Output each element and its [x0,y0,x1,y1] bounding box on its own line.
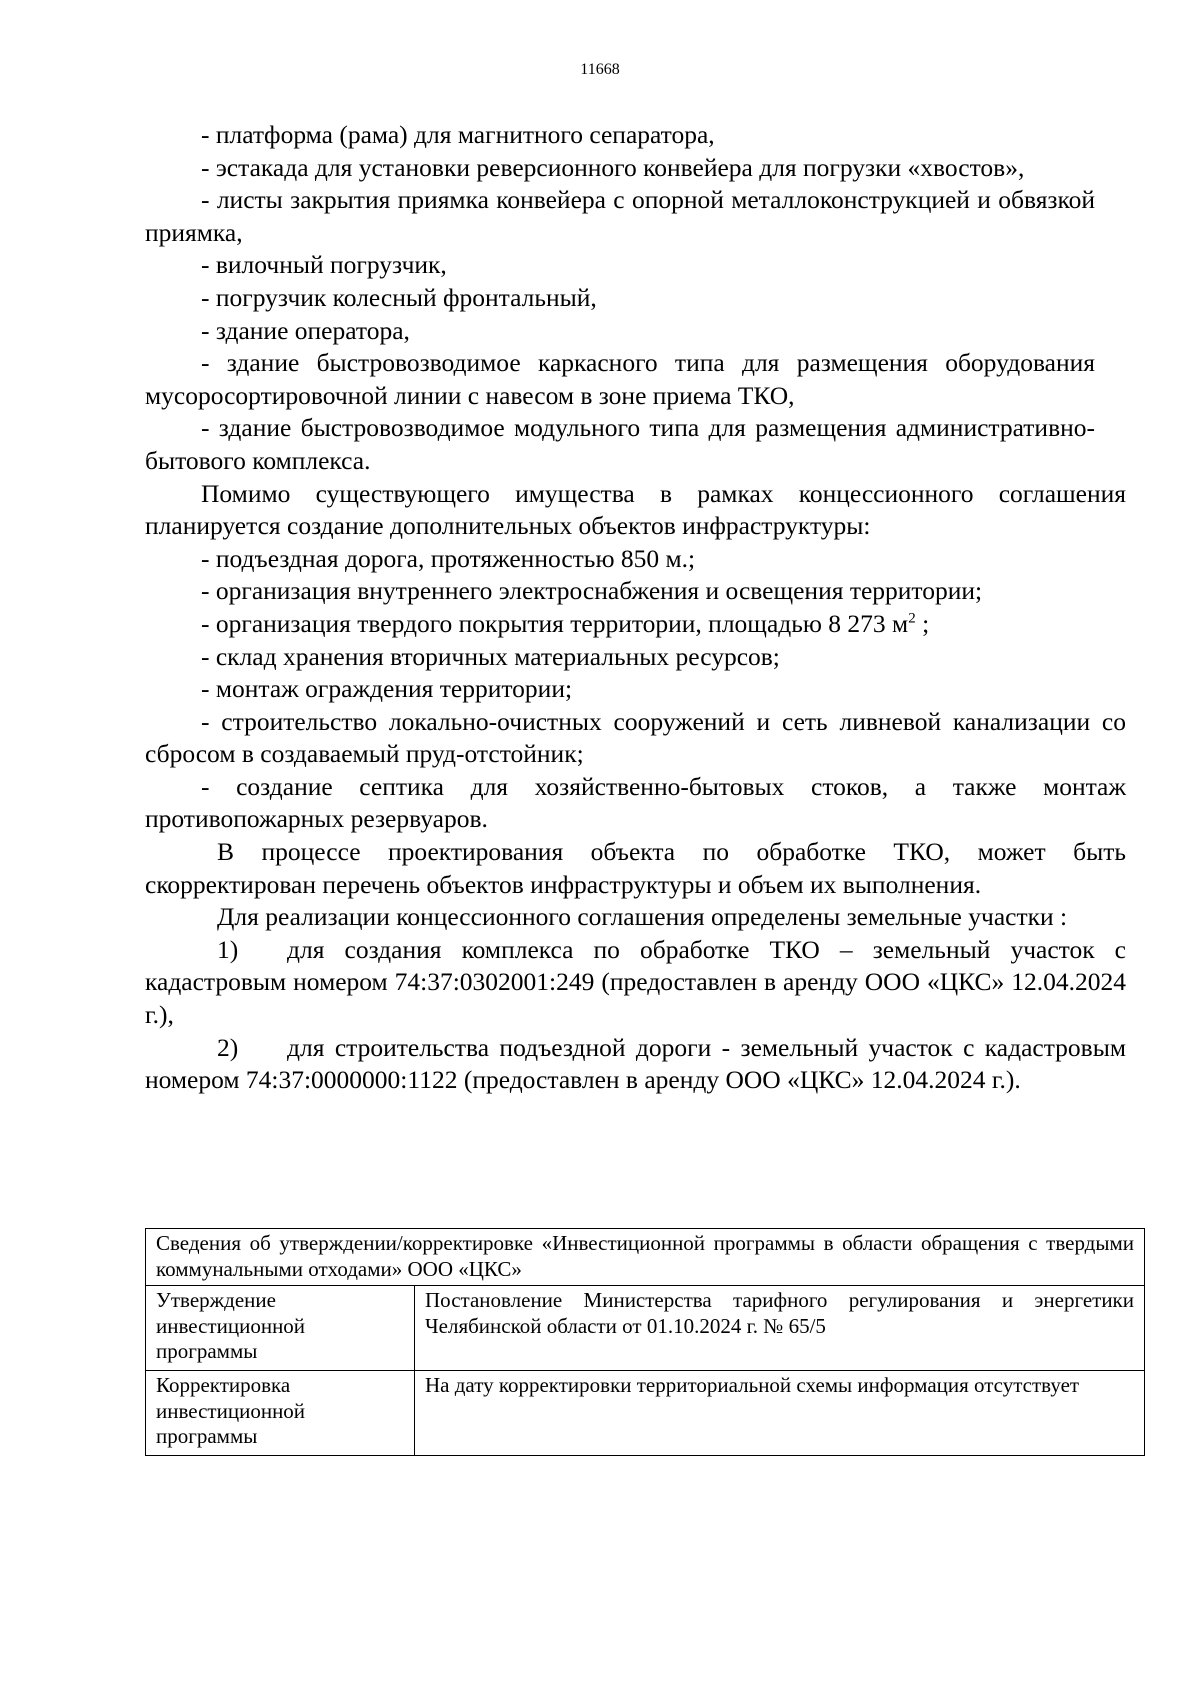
existing-item-operator-building: - здание оператора, [201,315,410,345]
table-header-row [146,1229,1145,1286]
table-row-value: На дату корректировки территориальной схемы информация отсутствует [415,1371,1145,1456]
table-row-label: Корректировка инвестиционной программы [146,1371,415,1456]
planned-item-surface [145,608,1126,641]
table-header-cell: Сведения об утверждении/корректировке «Инвестиционной программы в области обращения с твердыми коммунальными отходами» ООО «ЦКС» [146,1229,1145,1286]
planned-intro: Помимо существующего имущества в рамках концессионного соглашения планируется создание дополнительных объектов инфраструктуры: [145,478,1126,541]
investment-program-table [145,1228,1145,1456]
land-plot-1 [145,934,1126,1032]
land-plot-1-text: для создания комплекса по обработке ТКО – земельный участок с кадастровым номером 74:37:0302001:249 (предоставлен в аренду ООО «ЦКС» 12.04.2024 г.), [145,934,1126,1030]
planned-item-road: - подъездная дорога, протяженностью 850 м.; [201,543,696,573]
existing-item-pit-covers: - листы закрытия приямка конвейера с опорной металлоконструкцией и обвязкой приямка, [145,185,1095,247]
planned-item-septic: - создание септика для хозяйственно-бытовых стоков, а также монтаж противопожарных резервуаров. [145,771,1126,834]
planned-item-treatment: - строительство локально-очистных сооружений и сеть ливневой канализации со сбросом в создаваемый пруд-отстойник; [145,706,1126,769]
table-row [146,1286,1145,1371]
land-plot-2-number: 2) [217,1032,239,1062]
planned-item-surface-text: - организация твердого покрытия территории, площадью 8 273 м [201,608,909,638]
design-note: В процессе проектирования объекта по обработке ТКО, может быть скорректирован перечень объектов инфраструктуры и объем их выполнения. [145,837,1126,899]
planned-item-storage: - склад хранения вторичных материальных ресурсов; [201,641,780,671]
table-row [146,1371,1145,1456]
document-body [145,119,1126,1097]
table-row-label: Утверждение инвестиционной программы [146,1286,415,1371]
page-number: 11668 [580,61,620,78]
existing-item-platform: - платформа (рама) для магнитного сепаратора, [201,120,715,149]
existing-item-trestle: - эстакада для установки реверсионного конвейера для погрузки «хвостов», [201,152,1025,182]
existing-item-frame-building: - здание быстровозводимое каркасного типа для размещения оборудования мусоросортировочной линии с навесом в зоне приема ТКО, [145,348,1095,410]
square-superscript: 2 [908,610,916,627]
land-intro: Для реализации концессионного соглашения определены земельные участки : [217,902,1068,932]
existing-item-modular-building: - здание быстровозводимое модульного типа для размещения административно-бытового комплекса. [145,413,1095,475]
land-plot-2-text: для строительства подъездной дороги - земельный участок с кадастровым номером 74:37:0000000:1122 (предоставлен в аренду ООО «ЦКС» 12.04.2024 г.). [145,1032,1126,1095]
planned-item-power: - организация внутреннего электроснабжения и освещения территории; [201,576,983,606]
existing-item-forklift: - вилочный погрузчик, [201,250,447,280]
planned-item-fence: - монтаж ограждения территории; [201,674,573,704]
planned-item-surface-end: ; [915,608,930,638]
existing-item-wheel-loader: - погрузчик колесный фронтальный, [201,282,597,312]
table-row-value: Постановление Министерства тарифного регулирования и энергетики Челябинской области от 01.10.2024 г. № 65/5 [415,1286,1145,1371]
land-plot-2 [145,1032,1126,1097]
land-plot-1-number: 1) [217,934,239,964]
